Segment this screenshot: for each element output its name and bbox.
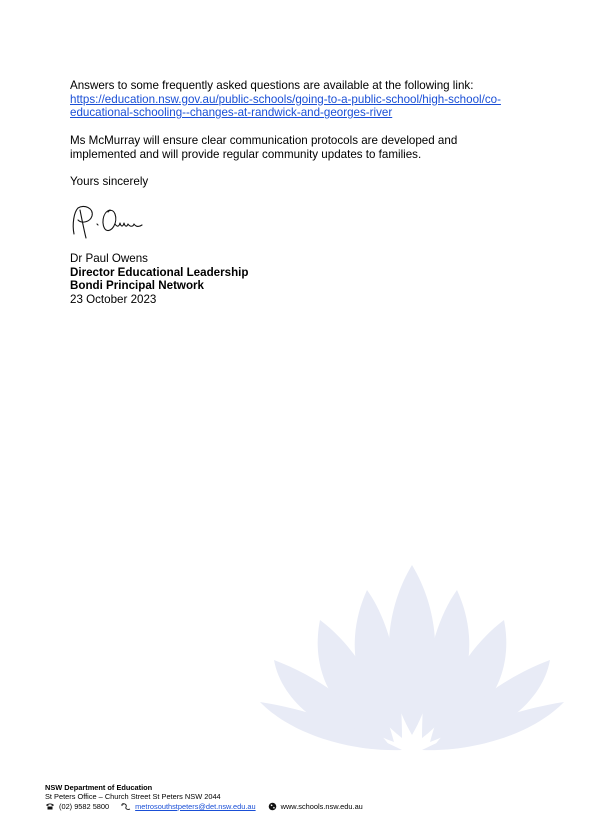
footer-contacts <box>45 802 363 811</box>
signatory-network: Bondi Principal Network <box>70 279 204 293</box>
footer-email-item <box>121 802 255 811</box>
signature-icon <box>68 200 148 242</box>
faq-link-line2[interactable]: educational-schooling--changes-at-randwick-and-georges-river <box>70 106 393 120</box>
faq-paragraph <box>70 79 560 120</box>
footer-organisation: NSW Department of Education <box>45 783 153 792</box>
signatory-role: Director Educational Leadership <box>70 265 249 279</box>
footer-address: St Peters Office – Church Street St Peters NSW 2044 <box>45 792 221 802</box>
faq-intro: Answers to some frequently asked questions are available at the following link: <box>70 79 474 92</box>
faq-link[interactable] <box>70 93 560 120</box>
footer-phone-item <box>45 802 109 811</box>
phone-icon <box>45 803 55 810</box>
footer-email-link[interactable]: metrosouthstpeters@det.nsw.edu.au <box>135 801 256 811</box>
waratah-watermark-icon <box>252 560 572 755</box>
footer-phone: (02) 9582 5800 <box>59 801 110 811</box>
footer-website-link[interactable]: www.schools.nsw.edu.au <box>280 801 363 811</box>
signatory-name: Dr Paul Owens <box>70 252 148 265</box>
faq-link-line1[interactable]: https://education.nsw.gov.au/public-schools/going-to-a-public-school/high-school/co- <box>70 92 501 106</box>
letter-date: 23 October 2023 <box>70 292 157 306</box>
comms-line2: implemented and will provide regular community updates to families. <box>70 147 422 161</box>
footer-website-item <box>268 802 363 811</box>
communication-paragraph <box>70 134 560 161</box>
email-icon <box>121 803 131 811</box>
letter-footer <box>45 783 363 811</box>
comms-line1: Ms McMurray will ensure clear communication protocols are developed and <box>70 134 458 147</box>
closing-salutation: Yours sincerely <box>70 175 149 188</box>
signoff-block <box>70 252 248 306</box>
globe-icon <box>268 802 277 811</box>
